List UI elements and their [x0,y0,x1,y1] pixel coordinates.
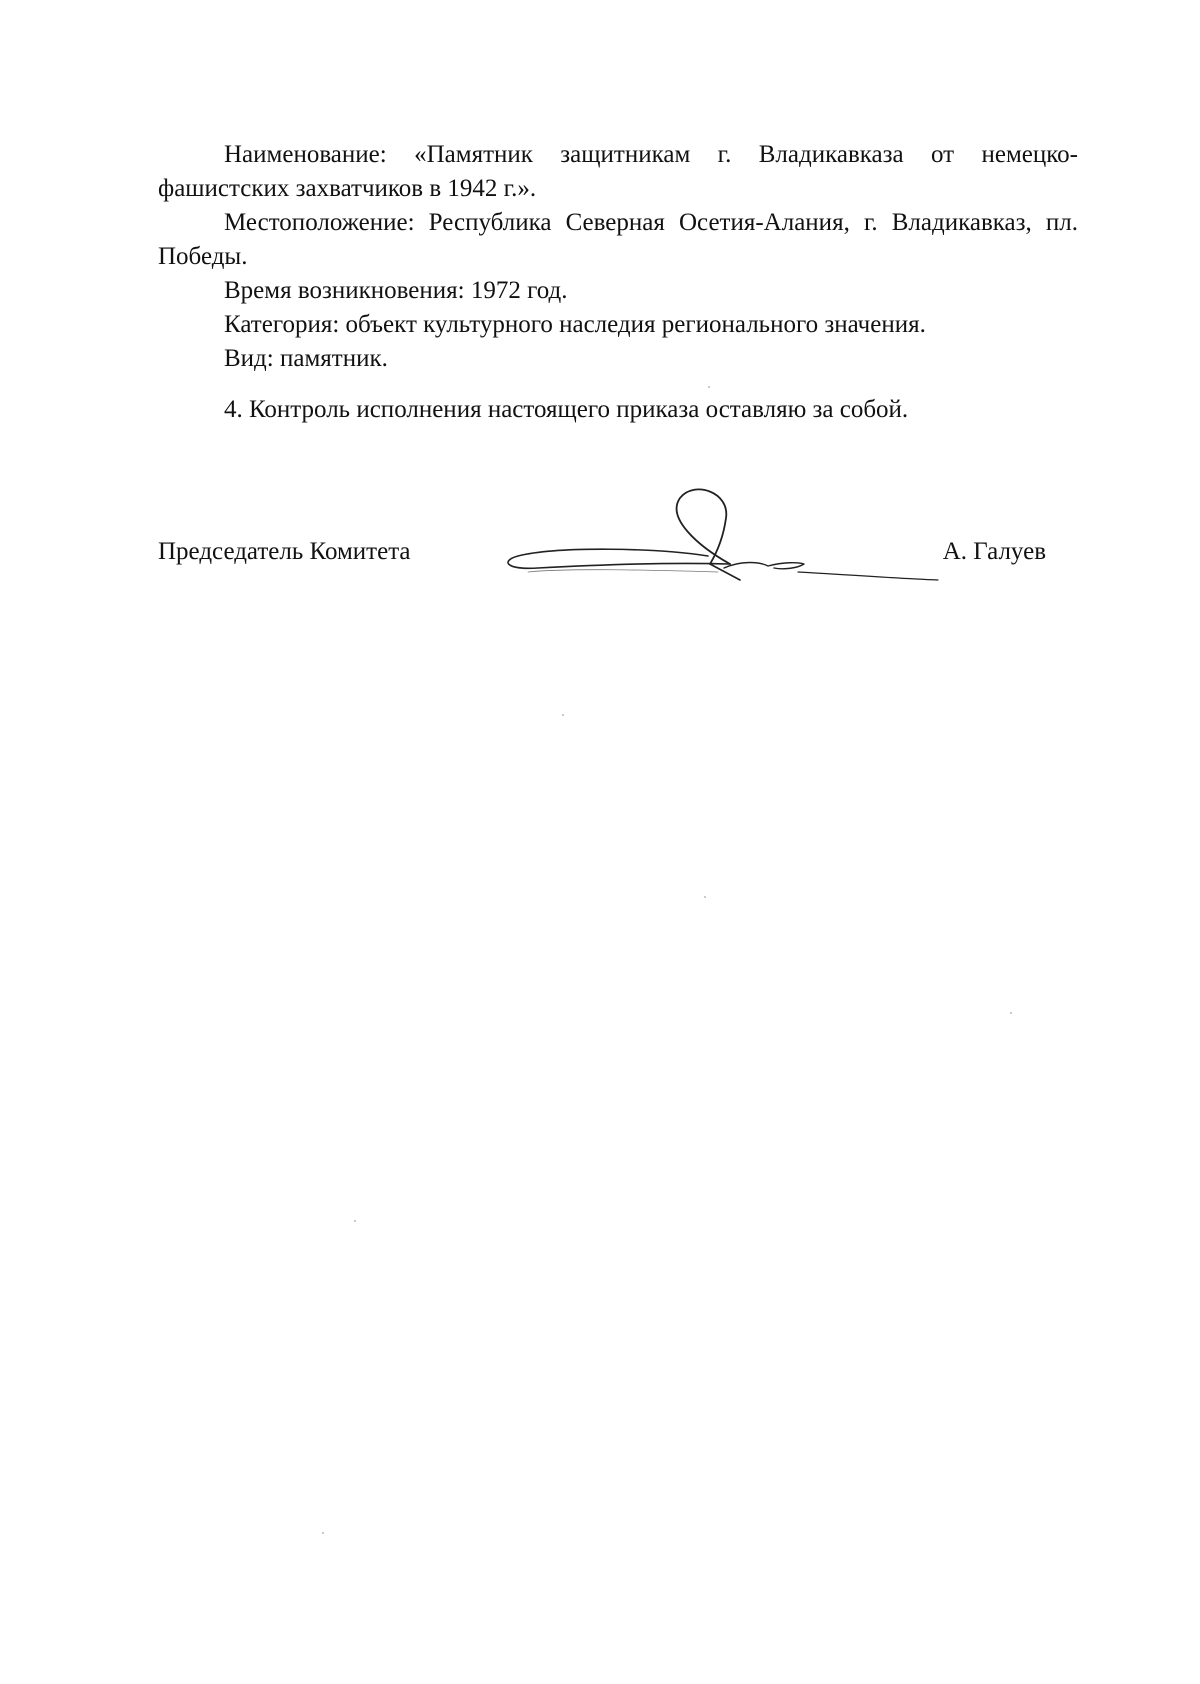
scan-speck [708,386,710,388]
scan-speck [704,896,706,898]
scan-speck [322,1532,324,1534]
scan-speck [562,714,564,716]
scan-speck [354,1220,356,1222]
document-body [158,138,1078,427]
control-clause: 4. Контроль исполнения настоящего приказа оставляю за собой. [224,396,909,423]
location-paragraph: Местоположение: Республика Северная Осетия-Алания, г. Владикавказ, пл. Победы. [158,209,1078,270]
handwritten-signature [498,488,948,593]
category-paragraph: Категория: объект культурного наследия регионального значения. [224,311,926,338]
signatory-title: Председатель Комитета [158,538,411,565]
scan-speck [1010,1012,1012,1014]
paragraph-gap [158,376,1078,393]
type-paragraph: Вид: памятник. [224,345,388,372]
origin-time-paragraph: Время возникновения: 1972 год. [224,277,568,304]
signatory-name: А. Галуев [942,538,1046,565]
name-paragraph: Наименование: «Памятник защитникам г. Владикавказа от немецко-фашистских захватчиков в 1942 г.». [158,141,1078,202]
